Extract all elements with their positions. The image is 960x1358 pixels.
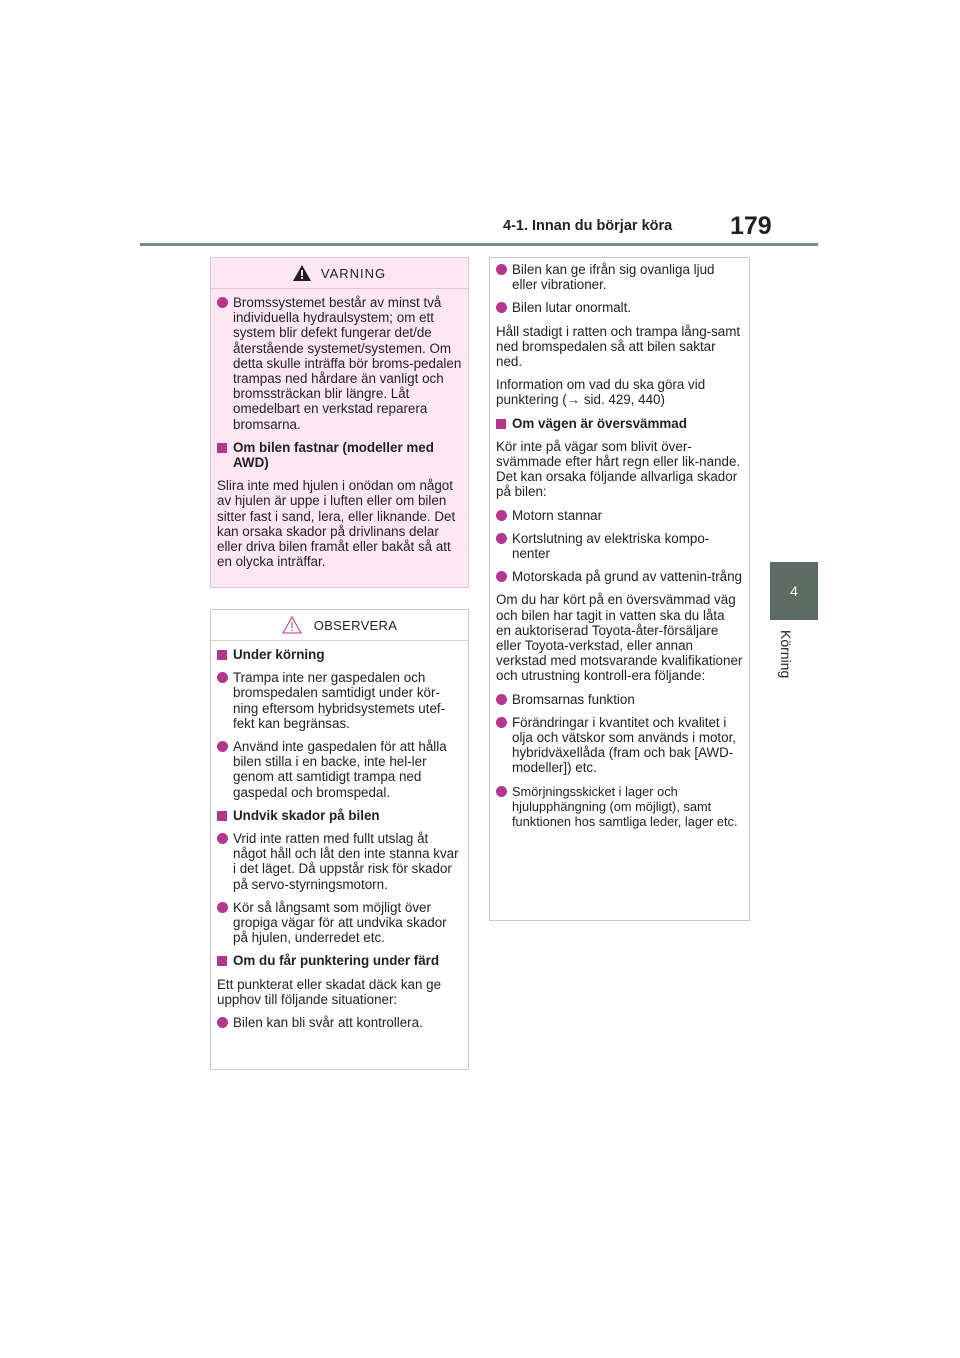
- square-bullet-icon: [217, 956, 227, 966]
- chapter-tab-label: Körning: [778, 630, 794, 679]
- bullet-icon: [217, 902, 228, 913]
- bullet-icon: [496, 786, 507, 797]
- list-item-text: Vrid inte ratten med fullt utslag åt något håll och låt den inte stanna kvar i det läget. Då uppstår risk för skador på servo-styrningsmotorn.: [233, 831, 459, 892]
- square-bullet-icon: [217, 650, 227, 660]
- list-item: [217, 739, 462, 800]
- bullet-icon: [496, 717, 507, 728]
- warning-content: [211, 289, 468, 569]
- bullet-icon: [496, 694, 507, 705]
- chapter-title: 4-1. Innan du börjar köra: [503, 218, 673, 234]
- warning-box: [210, 257, 469, 588]
- list-item-text: Bilen kan ge ifrån sig ovanliga ljud eller vibrationer.: [512, 262, 715, 293]
- bullet-icon: [217, 741, 228, 752]
- section-heading: [217, 440, 462, 470]
- list-item-text: Använd inte gaspedalen för att hålla bilen stilla i en backe, inte hel-ler genom att samtidigt trampa ned gaspedal och bromspedal.: [233, 739, 447, 800]
- list-item-text: Motorskada på grund av vattenin-trång: [512, 569, 743, 585]
- section-heading-text: Undvik skador på bilen: [233, 807, 380, 823]
- list-item: [217, 831, 462, 892]
- list-item: [217, 295, 462, 432]
- list-item-text: Motorn stannar: [512, 507, 603, 523]
- bullet-icon: [217, 833, 228, 844]
- square-bullet-icon: [217, 811, 227, 821]
- notice-content: [211, 641, 468, 1030]
- paragraph: Kör inte på vägar som blivit över-svämmade efter hårt regn eller lik-nande. Det kan orsaka följande allvarliga skador på bilen:: [496, 438, 741, 500]
- section-heading: [217, 953, 462, 968]
- square-bullet-icon: [496, 419, 506, 429]
- bullet-icon: [217, 1017, 228, 1028]
- bullet-icon: [496, 571, 507, 582]
- section-heading: [496, 416, 743, 431]
- list-item: [217, 670, 462, 731]
- bullet-icon: [496, 533, 507, 544]
- notice-box: [210, 609, 469, 1070]
- warning-title: VARNING: [320, 265, 387, 281]
- bullet-icon: [496, 264, 507, 275]
- section-heading-text: Om bilen fastnar (modeller med AWD): [233, 439, 434, 471]
- list-item: [217, 1015, 462, 1030]
- list-item: [496, 784, 743, 830]
- notice-header: [211, 610, 468, 641]
- list-item: [496, 692, 743, 707]
- list-item: [496, 508, 743, 523]
- bullet-icon: [217, 672, 228, 683]
- bullet-icon: [496, 302, 507, 313]
- bullet-icon: [217, 297, 228, 308]
- section-heading: [217, 808, 462, 823]
- list-item: [496, 715, 743, 776]
- list-item: [496, 300, 743, 315]
- page-number: 179: [730, 212, 772, 240]
- list-item-text: Smörjningsskicket i lager och hjulupphängning (om möjligt), samt funktionen hos samtliga leder, lager etc.: [512, 783, 738, 830]
- notice-title: OBSERVERA: [313, 617, 398, 633]
- paragraph: Ett punkterat eller skadat däck kan ge upphov till följande situationer:: [217, 976, 442, 1007]
- section-heading-text: Om vägen är översvämmad: [512, 415, 687, 431]
- warning-header: [211, 258, 468, 289]
- warning-triangle-icon: [293, 265, 311, 281]
- list-item-text: Bromssystemet består av minst två individuella hydraulsystem; om ett system blir defekt fungerar det/de återstående systemet/systemen. Om detta skulle inträffa bör broms-pedalen trampas ned hårdare än vanligt och bromssträckan blir längre. Låt omedelbart en verkstad reparera bromsarna.: [233, 295, 462, 432]
- notice-continuation-box: [489, 257, 750, 921]
- list-item: [496, 569, 743, 584]
- list-item: [217, 900, 462, 946]
- paragraph: Om du har kört på en översvämmad väg och bilen har tagit in vatten ska du låta en auktoriserad Toyota-åter-försäljare eller Toyota-verkstad, eller annan verkstad med motsvarande kvalifikationer och utrustning kontroll-era följande:: [496, 592, 743, 684]
- list-item-text: Förändringar i kvantitet och kvalitet i olja och vätskor som används i motor, hybridväxellåda (fram och bak [AWD-modeller]) etc.: [512, 714, 737, 776]
- section-heading-text: Om du får punktering under färd: [233, 953, 440, 969]
- header-rule: [140, 243, 818, 246]
- list-item-text: Kör så långsamt som möjligt över gropiga vägar för att undvika skador på hjulen, underredet etc.: [233, 899, 447, 946]
- list-item-text: Bromsarnas funktion: [512, 691, 635, 707]
- paragraph: Slira inte med hjulen i onödan om något av hjulen är uppe i luften eller om bilen sitter fast i sand, lera, eller liknande. Det kan orsaka skador på drivlinans delar eller driva bilen framåt eller bakåt så att en olycka inträffar.: [217, 478, 456, 570]
- list-item-text: Bilen kan bli svår att kontrollera.: [233, 1015, 423, 1031]
- chapter-tab-number: 4: [790, 583, 798, 599]
- list-item-text: Trampa inte ner gaspedalen och bromspedalen samtidigt under kör-ning eftersom hybridsystemets utef-fekt kan begränsas.: [233, 670, 446, 731]
- notice-continuation-content: [490, 258, 749, 829]
- list-item: [496, 531, 743, 561]
- page-reference-paragraph[interactable]: Information om vad du ska göra vid punktering (→ sid. 429, 440): [496, 377, 706, 408]
- paragraph: Håll stadigt i ratten och trampa lång-samt ned bromspedalen så att bilen saktar ned.: [496, 323, 741, 370]
- square-bullet-icon: [217, 443, 227, 453]
- list-item-text: Bilen lutar onormalt.: [512, 300, 632, 316]
- bullet-icon: [496, 510, 507, 521]
- section-heading-text: Under körning: [233, 647, 325, 662]
- list-item-text: Kortslutning av elektriska kompo-nenter: [512, 530, 710, 562]
- list-item: [496, 262, 743, 292]
- section-heading: [217, 647, 462, 662]
- caution-triangle-outline-icon: [282, 616, 302, 634]
